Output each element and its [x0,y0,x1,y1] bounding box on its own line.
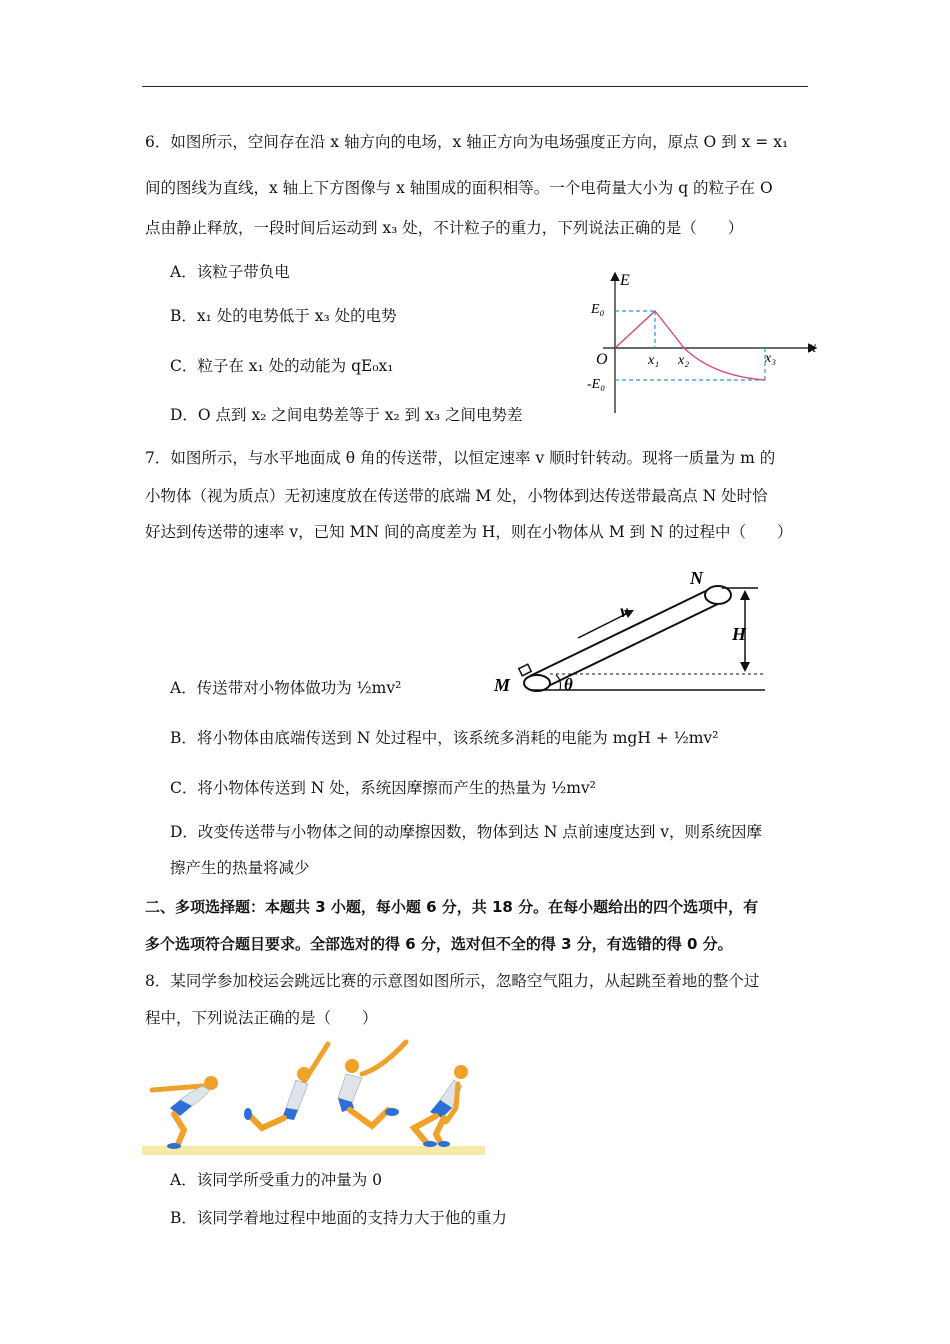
label-x3: x₃ [765,351,777,366]
q7-option-a: A．传送带对小物体做功为 ½mv² [170,679,402,697]
q6-option-a: A．该粒子带负电 [170,263,290,281]
label-x: x [809,339,817,356]
section-2-line-1: 二、多项选择题：本题共 3 小题，每小题 6 分，共 18 分。在每小题给出的四个选项中，有 [145,898,759,916]
q8-stem-line-1: 8．某同学参加校运会跳远比赛的示意图如图所示，忽略空气阻力，从起跳至着地的整个过 [145,972,760,990]
q7-option-d-line-1: D．改变传送带与小物体之间的动摩擦因数，物体到达 N 点前速度达到 v，则系统因摩 [170,823,763,841]
q7-conveyor-diagram [490,562,780,702]
label-h: H [732,624,747,644]
label-x2: x₂ [678,353,690,368]
q7-option-d-line-2: 擦产生的热量将减少 [170,859,310,877]
e-field-curve [615,311,765,380]
q8-option-a: A．该同学所受重力的冲量为 0 [170,1171,382,1189]
small-object [519,664,531,676]
q6-stem-line-2: 间的图线为直线，x 轴上下方图像与 x 轴围成的面积相等。一个电荷量大小为 q 的粒子在 O [145,179,773,197]
label-v: v [620,601,628,621]
header-rule [142,86,808,87]
q8-stem-line-2: 程中，下列说法正确的是（ ） [145,1009,378,1027]
ground-strip [142,1146,485,1155]
q6-stem-line-3: 点由静止释放，一段时间后运动到 x₃ 处，不计粒子的重力，下列说法正确的是（ ） [145,219,744,237]
label-e: E [620,272,630,289]
jumper-pose-2 [244,1044,328,1128]
jumper-pose-3 [338,1042,406,1126]
label-origin: O [596,351,608,368]
q7-option-b: B．将小物体由底端传送到 N 处过程中，该系统多消耗的电能为 mgH + ½mv² [170,729,719,747]
label-x1: x₁ [648,353,660,368]
q7-option-c: C．将小物体传送到 N 处，系统因摩擦而产生的热量为 ½mv² [170,779,596,797]
jumper-pose-1 [152,1076,218,1149]
q8-option-b: B．该同学着地过程中地面的支持力大于他的重力 [170,1209,507,1227]
q8-long-jump-figure [140,1038,490,1160]
label-m: M [494,675,511,695]
q6-option-c: C．粒子在 x₁ 处的动能为 qE₀x₁ [170,357,394,375]
section-2-line-2: 多个选项符合题目要求。全部选对的得 6 分，选对但不全的得 3 分，有选错的得 0 分。 [145,935,733,953]
q6-e-x-graph [585,268,825,416]
q7-stem-line-2: 小物体（视为质点）无初速度放在传送带的底端 M 处，小物体到达传送带最高点 N 处时恰 [145,487,768,505]
pulley-bottom [524,675,550,691]
jumper-pose-4 [414,1065,468,1147]
label-neg-e0: -E₀ [587,377,606,392]
label-e0: E₀ [591,302,605,317]
q6-option-b: B．x₁ 处的电势低于 x₃ 处的电势 [170,307,397,325]
q7-stem-line-1: 7．如图所示，与水平地面成 θ 角的传送带，以恒定速率 v 顺时针转动。现将一质量为 m 的 [145,449,776,467]
q7-stem-line-3: 好达到传送带的速率 v，已知 MN 间的高度差为 H，则在小物体从 M 到 N 的过程中（ ） [145,523,793,541]
q6-stem-line-1: 6．如图所示，空间存在沿 x 轴方向的电场，x 轴正方向为电场强度正方向，原点 O 到 x = x₁ [145,133,789,151]
q6-option-d: D．O 点到 x₂ 之间电势差等于 x₂ 到 x₃ 之间电势差 [170,406,523,424]
label-n: N [690,568,703,588]
label-theta: θ [564,675,573,694]
